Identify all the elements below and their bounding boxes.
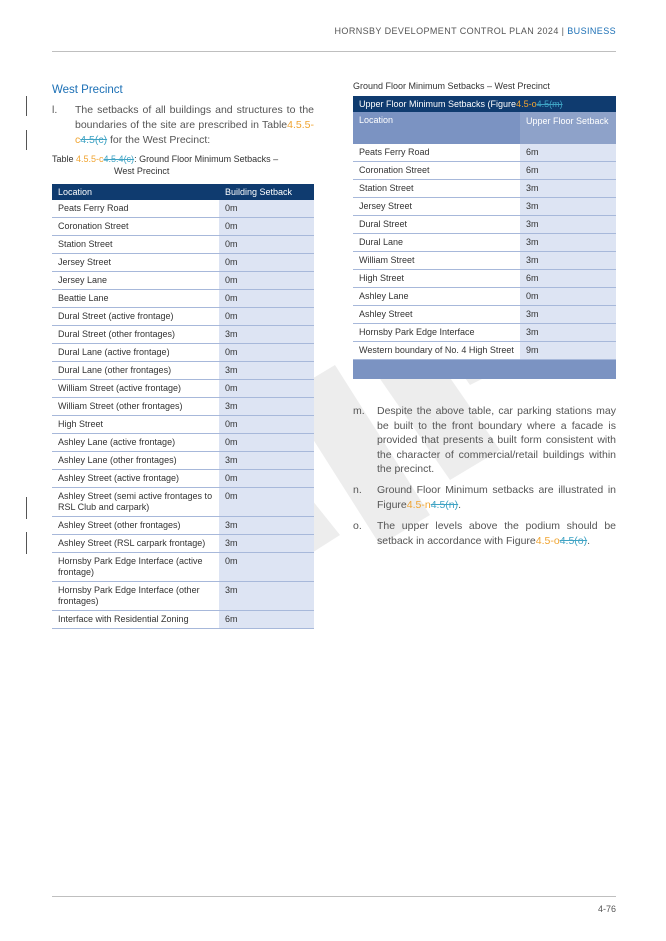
page-header: [335, 26, 616, 36]
setback-cell: 3m: [219, 517, 314, 535]
table-row: [52, 398, 314, 416]
location-cell: Beattie Lane: [52, 290, 219, 308]
setback-cell: 3m: [219, 362, 314, 380]
deleted-reference: 4.5(o): [559, 534, 588, 547]
setback-cell: 0m: [219, 470, 314, 488]
table-caption: [52, 153, 314, 177]
location-cell: High Street: [353, 270, 520, 288]
clause-o: [353, 519, 616, 548]
clause-number: n.: [353, 484, 362, 496]
table-row: [353, 216, 616, 234]
header-separator: |: [558, 26, 568, 36]
location-cell: Dural Lane (active frontage): [52, 344, 219, 362]
page-number: 4-76: [597, 904, 616, 914]
setback-cell: 3m: [520, 324, 616, 342]
table-row: [52, 362, 314, 380]
table-row: [52, 452, 314, 470]
setback-cell: 0m: [520, 288, 616, 306]
table-row: [353, 342, 616, 360]
clause-number: o.: [353, 520, 362, 532]
table-row: [52, 611, 314, 629]
table-row: [52, 488, 314, 517]
location-cell: High Street: [52, 416, 219, 434]
table-title-text: Upper Floor Minimum Setbacks (Figure: [359, 99, 517, 109]
setback-cell: 3m: [520, 234, 616, 252]
table-row: [52, 272, 314, 290]
location-cell: Dural Lane: [353, 234, 520, 252]
table-row: [353, 162, 616, 180]
location-cell: Hornsby Park Edge Interface (other frontages): [52, 582, 219, 611]
new-reference: 4.5.5-c: [75, 119, 314, 146]
setback-cell: 0m: [219, 416, 314, 434]
location-cell: Hornsby Park Edge Interface (active frontage): [52, 553, 219, 582]
clause-text: Ground Floor Minimum setbacks are illustrated in Figure: [377, 484, 616, 511]
location-cell: Interface with Residential Zoning: [52, 611, 219, 629]
column-header-setback: Upper Floor Setback: [520, 112, 616, 144]
clause-body: [377, 483, 616, 512]
table-body: [353, 112, 616, 379]
table-row: [353, 144, 616, 162]
setback-cell: 3m: [520, 198, 616, 216]
table-row: [353, 306, 616, 324]
setback-cell: 6m: [520, 162, 616, 180]
location-cell: Ashley Street (other frontages): [52, 517, 219, 535]
table-row: [52, 308, 314, 326]
table-row: [353, 234, 616, 252]
header-rule: [52, 51, 616, 52]
footer-rule: [52, 896, 616, 897]
setback-cell: 6m: [520, 144, 616, 162]
setback-cell: 0m: [219, 218, 314, 236]
setback-cell: 0m: [219, 290, 314, 308]
setback-cell: 3m: [520, 180, 616, 198]
clause-body: [75, 103, 314, 148]
new-reference: 4.5-o: [516, 99, 537, 109]
west-precinct-setback-table: [52, 184, 314, 629]
table-row: [353, 252, 616, 270]
table-row: [52, 254, 314, 272]
clause-number: m.: [353, 405, 365, 417]
setback-cell: 3m: [219, 582, 314, 611]
clause-text: for the West Precinct:: [107, 134, 211, 146]
header-section: BUSINESS: [567, 26, 616, 36]
clause-body: [377, 519, 616, 548]
table-row: [52, 326, 314, 344]
location-cell: Hornsby Park Edge Interface: [353, 324, 520, 342]
setback-cell: 9m: [520, 342, 616, 360]
location-cell: Station Street: [353, 180, 520, 198]
setback-cell: 3m: [219, 535, 314, 553]
location-cell: William Street (other frontages): [52, 398, 219, 416]
setback-cell: 0m: [219, 488, 314, 517]
location-cell: Jersey Street: [52, 254, 219, 272]
table-footer-row: [353, 360, 616, 380]
table-row: [52, 517, 314, 535]
table-body: [52, 200, 314, 629]
location-cell: Dural Street: [353, 216, 520, 234]
table-row: [353, 288, 616, 306]
setback-cell: 0m: [219, 254, 314, 272]
table-row: [353, 180, 616, 198]
location-cell: Ashley Lane (active frontage): [52, 434, 219, 452]
location-cell: Western boundary of No. 4 High Street: [353, 342, 520, 360]
change-bar: [26, 532, 27, 554]
setback-cell: 0m: [219, 272, 314, 290]
location-cell: Coronation Street: [353, 162, 520, 180]
table-title-row: [353, 96, 616, 112]
table-footer-cell: [353, 360, 616, 380]
location-cell: Ashley Lane (other frontages): [52, 452, 219, 470]
location-cell: Ashley Street (semi active frontages to RSL Club and carpark): [52, 488, 219, 517]
new-reference: 4.5.5-c: [76, 154, 104, 164]
location-cell: Ashley Street (active frontage): [52, 470, 219, 488]
location-cell: Dural Lane (other frontages): [52, 362, 219, 380]
table-row: [52, 416, 314, 434]
column-header-setback: Building Setback: [219, 184, 314, 200]
deleted-reference: 4.5(c): [80, 134, 108, 146]
setback-cell: 0m: [219, 344, 314, 362]
column-header-location: Location: [353, 112, 520, 144]
clause-body: Despite the above table, car parking stations may be built to the front boundary where a facade is provided that presents a built form consistent with the character of commercial/retail buildings within the precinct.: [377, 405, 616, 475]
clause-number: l.: [52, 104, 58, 116]
deleted-reference: 4.5.4(c): [103, 154, 135, 164]
setback-cell: 0m: [219, 553, 314, 582]
setback-cell: 0m: [219, 380, 314, 398]
clause-text: .: [587, 534, 591, 547]
setback-cell: 3m: [520, 306, 616, 324]
setback-cell: 0m: [219, 236, 314, 254]
location-cell: Station Street: [52, 236, 219, 254]
setback-cell: 3m: [520, 252, 616, 270]
table-row: [353, 198, 616, 216]
table-row: [353, 324, 616, 342]
table-header-row: [353, 112, 616, 144]
upper-floor-setback-table: [353, 96, 616, 379]
document-title: HORNSBY DEVELOPMENT CONTROL PLAN 2024: [334, 26, 559, 36]
location-cell: Ashley Street: [353, 306, 520, 324]
setback-cell: 3m: [219, 452, 314, 470]
deleted-reference: 4.5(n): [430, 498, 459, 511]
table-row: [52, 553, 314, 582]
location-cell: Jersey Street: [353, 198, 520, 216]
clause-n: [353, 483, 616, 512]
table-title: [353, 96, 616, 112]
clause-text: The upper levels above the podium should be setback in accordance with Figure: [377, 520, 616, 547]
clause-m: [353, 404, 616, 477]
clause-text: .: [458, 498, 462, 511]
location-cell: Jersey Lane: [52, 272, 219, 290]
deleted-reference: 4.5(m): [536, 99, 563, 109]
location-cell: Ashley Street (RSL carpark frontage): [52, 535, 219, 553]
caption-prefix: Table: [52, 154, 77, 164]
setback-cell: 3m: [520, 216, 616, 234]
section-title: West Precinct: [52, 84, 123, 96]
new-reference: 4.5-n: [406, 498, 431, 511]
setback-cell: 0m: [219, 308, 314, 326]
location-cell: William Street (active frontage): [52, 380, 219, 398]
table-header-row: [52, 184, 314, 200]
table-row: [52, 582, 314, 611]
table-row: [52, 236, 314, 254]
figure-caption: Ground Floor Minimum Setbacks – West Precinct: [353, 81, 550, 91]
setback-cell: 6m: [219, 611, 314, 629]
location-cell: Peats Ferry Road: [52, 200, 219, 218]
location-cell: Dural Street (active frontage): [52, 308, 219, 326]
table-row: [52, 380, 314, 398]
change-bar: [26, 96, 27, 116]
table-row: [52, 470, 314, 488]
new-reference: 4.5-o: [535, 534, 560, 547]
table-row: [52, 290, 314, 308]
table-row: [52, 434, 314, 452]
location-cell: William Street: [353, 252, 520, 270]
location-cell: Coronation Street: [52, 218, 219, 236]
setback-cell: 3m: [219, 326, 314, 344]
setback-cell: 0m: [219, 200, 314, 218]
change-bar: [26, 130, 27, 150]
table-row: [52, 200, 314, 218]
table-row: [52, 218, 314, 236]
clause-text: The setbacks of all buildings and structures to the boundaries of the site are prescribed in Table: [75, 104, 314, 131]
table-row: [52, 535, 314, 553]
setback-cell: 3m: [219, 398, 314, 416]
location-cell: Ashley Lane: [353, 288, 520, 306]
location-cell: Peats Ferry Road: [353, 144, 520, 162]
table-row: [353, 270, 616, 288]
setback-cell: 6m: [520, 270, 616, 288]
caption-title: : Ground Floor Minimum Setbacks –: [134, 154, 279, 164]
setback-cell: 0m: [219, 434, 314, 452]
caption-title-line2: West Precinct: [114, 166, 170, 176]
change-bar: [26, 497, 27, 519]
location-cell: Dural Street (other frontages): [52, 326, 219, 344]
column-header-location: Location: [52, 184, 219, 200]
table-row: [52, 344, 314, 362]
clause-l: [52, 103, 314, 148]
